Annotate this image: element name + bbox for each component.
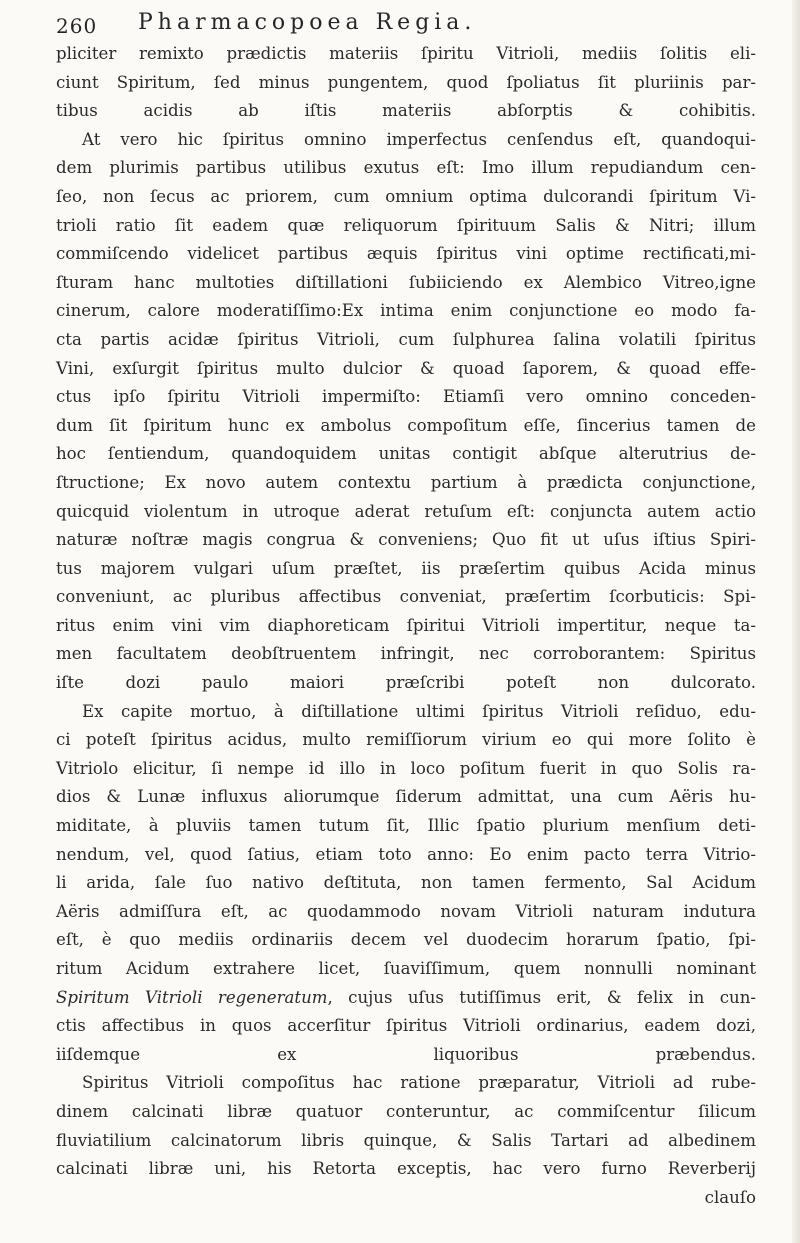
text-line: Aëris admiſſura eſt, ac quodammodo novam Vitrioli naturam indutura xyxy=(56,901,756,921)
text-line: li arida, ſale ſuo nativo deſtituta, non tamen fermento, Sal Acidum xyxy=(56,873,756,893)
text-line: Vitriolo elicitur, ſi nempe id illo in loco poſitum fuerit in quo Solis ra- xyxy=(56,758,756,778)
text-line: ritus enim vini vim diaphoreticam ſpiritui Vitrioli impertitur, neque ta- xyxy=(56,615,756,635)
paragraph-start-line: At vero hic ſpiritus omnino imperfectus cenſendus eſt, quandoqui- xyxy=(82,129,756,149)
page-edge-shadow xyxy=(792,0,800,1243)
text-line: quicquid violentum in utroque aderat retuſum eſt: conjuncta autem actio xyxy=(56,501,756,521)
text-line: trioli ratio ſit eadem quæ reliquorum ſpirituum Salis & Nitri; illum xyxy=(56,215,756,235)
running-header xyxy=(56,8,756,42)
text-line: iſte dozi paulo maiori præſcribi poteſt non dulcorato. xyxy=(56,673,756,693)
text-line: cta partis acidæ ſpiritus Vitrioli, cum ſulphurea ſalina volatili ſpiritus xyxy=(56,329,756,349)
text-line: conveniunt, ac pluribus affectibus conveniat, præſertim ſcorbuticis: Spi- xyxy=(56,587,756,607)
italic-phrase-line: Spiritum Vitrioli regeneratum, cujus uſus tutiſſimus erit, & felix in cun- xyxy=(56,987,756,1007)
text-line: ritum Acidum extrahere licet, ſuaviſſimum, quem nonnulli nominant xyxy=(56,959,756,978)
running-title: Pharmacopoea Regia. xyxy=(138,10,477,35)
text-line: ciunt Spiritum, ſed minus pungentem, quod ſpoliatus ſit pluriinis par- xyxy=(56,72,756,92)
text-line: men facultatem deobſtruentem infringit, nec corroborantem: Spiritus xyxy=(56,644,756,664)
text-line: hoc ſentiendum, quandoquidem unitas contigit abſque alterutrius de- xyxy=(56,444,756,464)
text-line: ci poteſt ſpiritus acidus, multo remiſſiorum virium eo qui more ſolito è xyxy=(56,730,756,750)
text-line: tibus acidis ab iſtis materiis abſorptis & cohibitis. xyxy=(56,101,756,121)
text-line: calcinati libræ uni, his Retorta exceptis, hac vero furno Reverberij xyxy=(56,1159,756,1179)
text-line: cinerum, calore moderatiſſimo:Ex intima enim conjunctione eo modo fa- xyxy=(56,301,756,321)
italic-phrase: Spiritum Vitrioli regeneratum xyxy=(56,987,328,1007)
text-line: dum ſit ſpiritum hunc ex ambolus compoſitum eſſe, ſincerius tamen de xyxy=(56,415,756,435)
text-line: miditate, à pluviis tamen tutum ſit, Illic ſpatio plurium menſium deti- xyxy=(56,816,756,836)
text-line: fluviatilium calcinatorum libris quinque, & Salis Tartari ad albedinem xyxy=(56,1130,756,1150)
text-line: tus majorem vulgari uſum præſtet, iis præſertim quibus Acida minus xyxy=(56,558,756,578)
text-line: iiſdemque ex liquoribus præbendus. xyxy=(56,1044,756,1064)
text-line: dinem calcinati libræ quatuor conteruntur, ac commiſcentur ſilicum xyxy=(56,1101,756,1121)
text-line: pliciter remixto prædictis materiis ſpiritu Vitrioli, mediis ſolitis eli- xyxy=(56,44,756,63)
catchword: clauſo xyxy=(704,1187,756,1207)
text-line: commiſcendo videlicet partibus æquis ſpiritus vini optime rectificati,mi- xyxy=(56,244,756,264)
text-line: ctis affectibus in quos accerſitur ſpiritus Vitrioli ordinarius, eadem dozi, xyxy=(56,1016,756,1036)
text-line: ctus ipſo ſpiritu Vitrioli impermiſto: Etiamſi vero omnino conceden- xyxy=(56,387,756,407)
text-line: Vini, exſurgit ſpiritus multo dulcior & quoad ſaporem, & quoad effe- xyxy=(56,358,756,378)
text-line: nendum, vel, quod ſatius, etiam toto anno: Eo enim pacto terra Vitrio- xyxy=(56,844,756,864)
text-line: ſeo, non ſecus ac priorem, cum omnium optima dulcorandi ſpiritum Vi- xyxy=(56,186,756,206)
paragraph-start-line: Ex capite mortuo, à diſtillatione ultimi ſpiritus Vitrioli reſiduo, edu- xyxy=(82,701,756,721)
text-line: dios & Lunæ influxus aliorumque ſiderum admittat, una cum Aëris hu- xyxy=(56,787,756,807)
text-line: naturæ noſtræ magis congrua & conveniens; Quo fit ut uſus iſtius Spiri- xyxy=(56,530,756,550)
text-line: eſt, è quo mediis ordinariis decem vel duodecim horarum ſpatio, ſpi- xyxy=(56,930,756,950)
text-line: dem plurimis partibus utilibus exutus eſt: Imo illum repudiandum cen- xyxy=(56,158,756,178)
page-number: 260 xyxy=(56,14,98,38)
paragraph-start-line: Spiritus Vitrioli compoſitus hac ratione præparatur, Vitrioli ad rube- xyxy=(82,1073,756,1093)
text-line: ſtructione; Ex novo autem contextu partium à prædicta conjunctione, xyxy=(56,472,756,492)
body-text xyxy=(56,40,756,1212)
text-line: ſturam hanc multoties diſtillationi ſubiiciendo ex Alembico Vitreo,igne xyxy=(56,272,756,292)
